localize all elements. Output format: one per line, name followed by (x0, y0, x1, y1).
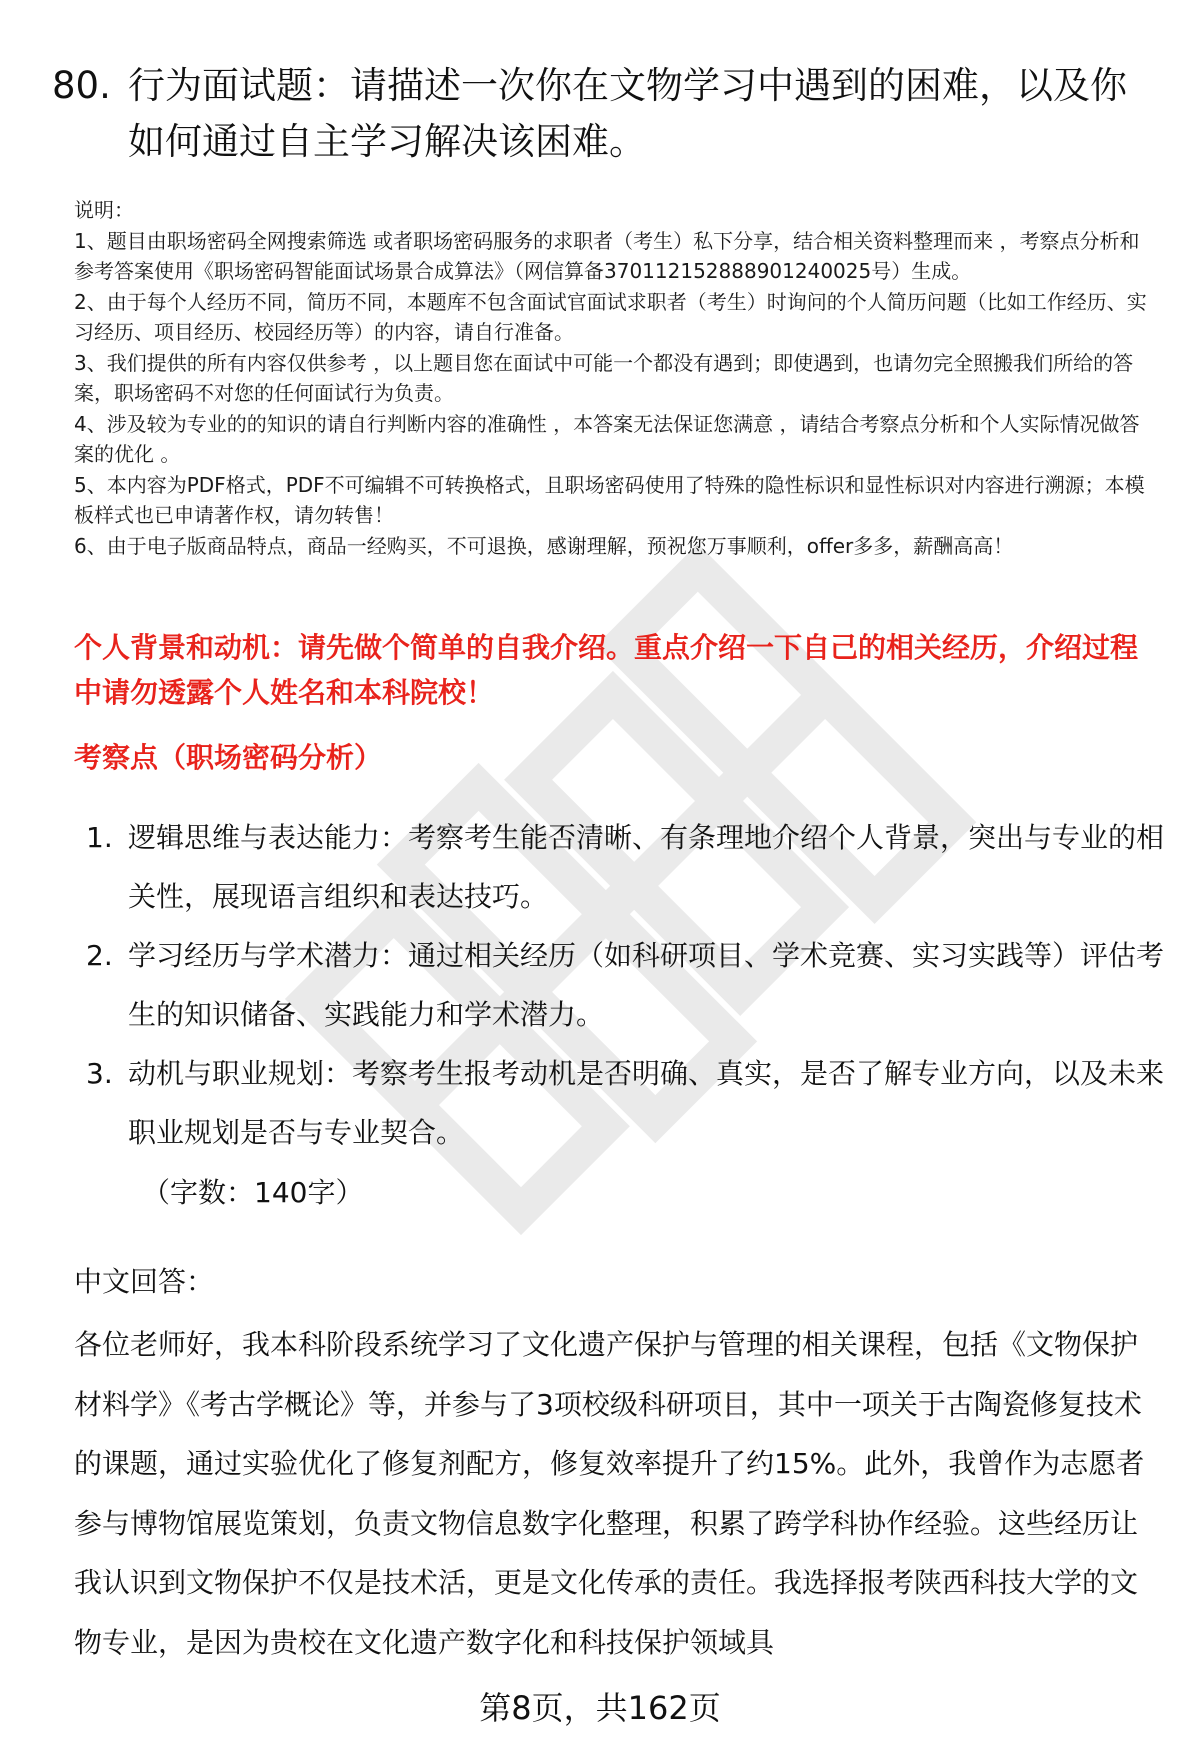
list-item-text: 学习经历与学术潜力：通过相关经历（如科研项目、学术竞赛、实习实践等）评估考生的知识储备、实践能力和学术潜力。 (128, 939, 1165, 1031)
list-item-text: 逻辑思维与表达能力：考察考生能否清晰、有条理地介绍个人背景，突出与专业的相关性，展现语言组织和表达技巧。 (128, 821, 1165, 913)
note-item: 1、题目由职场密码全网搜索筛选 或者职场密码服务的求职者（考生）私下分享，结合相关资料整理而来 ，考察点分析和参考答案使用《职场密码智能面试场景合成算法》（网信算备370112152888901240025号）生成。 (74, 228, 1140, 283)
section-heading: 个人背景和动机：请先做个简单的自我介绍。重点介绍一下自己的相关经历，介绍过程中请勿透露个人姓名和本科院校！ (74, 631, 1139, 709)
list-item-text: 动机与职业规划：考察考生报考动机是否明确、真实，是否了解专业方向，以及未来职业规划是否与专业契合。 (128, 1057, 1165, 1149)
disclaimer-notes (74, 195, 1159, 561)
answer-text: 各位老师好，我本科阶段系统学习了文化遗产保护与管理的相关课程，包括《文物保护材料学》《考古学概论》等，并参与了3项校级科研项目，其中一项关于古陶瓷修复技术的课题，通过实验优化了修复剂配方，修复效率提升了约15%。此外，我曾作为志愿者参与博物馆展览策划，负责文物信息数字化整理，积累了跨学科协作经验。这些经历让我认识到文物保护不仅是技术活，更是文化传承的责任。我选择报考陕西科技大学的文物专业，是因为贵校在文化遗产数字化和科技保护领域具 (74, 1328, 1145, 1659)
list-item (74, 926, 1164, 1044)
question-title (52, 58, 1152, 170)
page-number: 第8页，共162页 (479, 1689, 721, 1727)
answer-body (74, 1315, 1164, 1672)
list-item (74, 808, 1164, 926)
note-item: 3、我们提供的所有内容仅供参考 ，以上题目您在面试中可能一个都没有遇到；即使遇到，也请勿完全照搬我们所给的答案，职场密码不对您的任何面试行为负责。 (74, 350, 1134, 405)
list-item-number: 2. (86, 939, 113, 972)
list-item (74, 1044, 1164, 1162)
list-item-number: 3. (86, 1057, 113, 1090)
analysis-subheading: 考察点（职场密码分析） (74, 741, 383, 774)
notes-title: 说明： (74, 198, 134, 222)
note-item: 5、本内容为PDF格式，PDF不可编辑不可转换格式，且职场密码使用了特殊的隐性标识和显性标识对内容进行溯源；本模板样式也已申请著作权，请勿转售！ (74, 472, 1145, 527)
note-item: 2、由于每个人经历不同，简历不同，本题库不包含面试官面试求职者（考生）时询问的个人简历问题（比如工作经历、实习经历、项目经历、校园经历等）的内容，请自行准备。 (74, 289, 1147, 344)
note-item: 6、由于电子版商品特点，商品一经购买，不可退换，感谢理解，预祝您万事顺利，offer多多，薪酬高高！ (74, 533, 1014, 558)
question-text: 行为面试题：请描述一次你在文物学习中遇到的困难，以及你如何通过自主学习解决该困难。 (128, 64, 1127, 163)
assessment-points-list (74, 808, 1164, 1162)
note-item: 4、涉及较为专业的的知识的请自行判断内容的准确性 ，本答案无法保证您满意 ，请结合考察点分析和个人实际情况做答案的优化 。 (74, 411, 1140, 466)
question-number: 80. (52, 64, 111, 107)
list-item-number: 1. (86, 821, 113, 854)
answer-label: 中文回答： (74, 1265, 215, 1298)
word-count: （字数：140字） (142, 1176, 364, 1209)
